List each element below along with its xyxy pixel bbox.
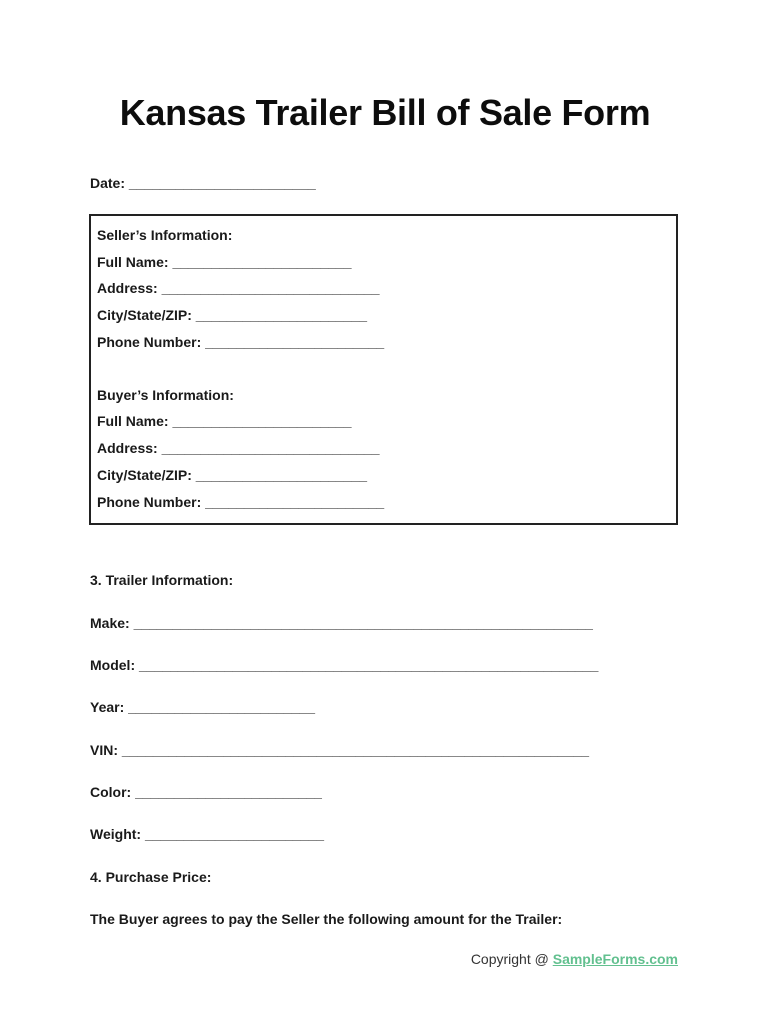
purchase-price-heading: 4. Purchase Price: xyxy=(90,869,212,885)
purchase-price-text: The Buyer agrees to pay the Seller the following amount for the Trailer: xyxy=(90,911,563,927)
buyer-full-name-field[interactable]: Full Name: _______________________ xyxy=(97,413,352,429)
copyright-prefix: Copyright @ xyxy=(470,951,553,967)
buyer-address-field[interactable]: Address: ____________________________ xyxy=(97,440,380,456)
date-field[interactable]: Date: ________________________ xyxy=(90,175,316,191)
buyer-phone-field[interactable]: Phone Number: _______________________ xyxy=(97,494,385,510)
copyright-footer xyxy=(471,951,678,967)
form-title: Kansas Trailer Bill of Sale Form xyxy=(119,92,651,133)
seller-address-field[interactable]: Address: ____________________________ xyxy=(97,280,380,296)
seller-full-name-field[interactable]: Full Name: _______________________ xyxy=(97,254,352,270)
seller-city-state-zip-field[interactable]: City/State/ZIP: ______________________ xyxy=(97,307,368,323)
trailer-model-field[interactable]: Model: ___________________________________________________________ xyxy=(90,657,599,673)
sampleforms-link[interactable]: SampleForms.com xyxy=(552,951,678,967)
trailer-info-heading: 3. Trailer Information: xyxy=(90,572,234,588)
trailer-vin-field[interactable]: VIN: ____________________________________________________________ xyxy=(90,742,590,758)
seller-phone-field[interactable]: Phone Number: _______________________ xyxy=(97,334,385,350)
buyer-city-state-zip-field[interactable]: City/State/ZIP: ______________________ xyxy=(97,467,368,483)
trailer-year-field[interactable]: Year: ________________________ xyxy=(90,699,316,715)
buyer-info-heading: Buyer’s Information: xyxy=(97,387,234,403)
trailer-weight-field[interactable]: Weight: _______________________ xyxy=(90,826,325,842)
trailer-color-field[interactable]: Color: ________________________ xyxy=(90,784,322,800)
trailer-make-field[interactable]: Make: ___________________________________________________________ xyxy=(90,615,593,631)
seller-info-heading: Seller’s Information: xyxy=(97,227,233,243)
